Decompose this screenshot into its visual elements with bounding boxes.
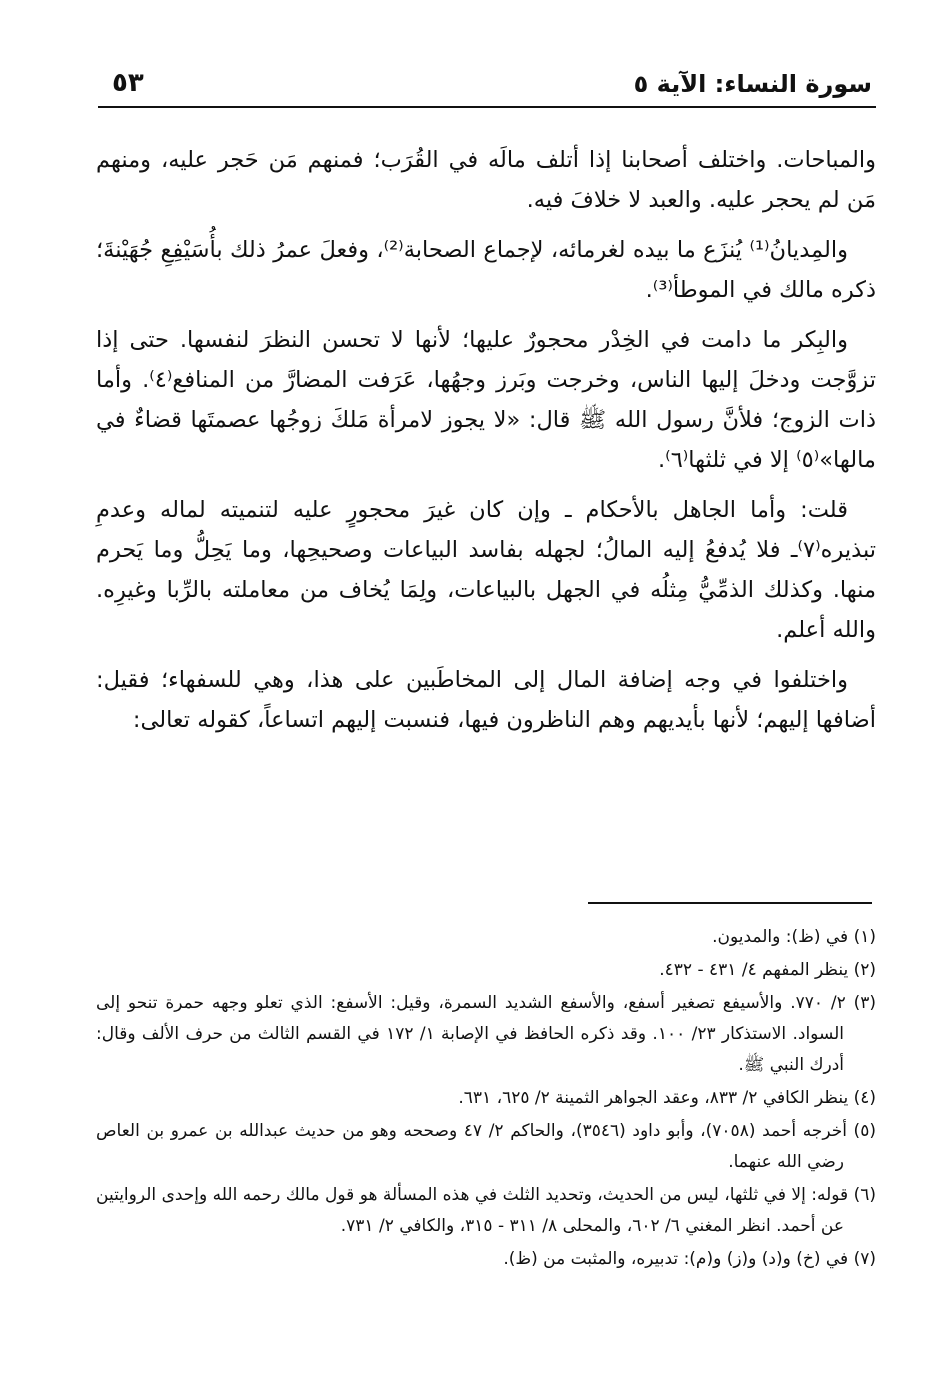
paragraph: والمباحات. واختلف أصحابنا إذا أتلف مالَه في القُرَب؛ فمنهم مَن حَجر عليه، ومنهم مَن لم يحجر عليه. والعبد لا خلافَ فيه.: [96, 147, 876, 213]
running-title: سورة النساء: الآية ٥: [633, 70, 872, 98]
footnotes: [96, 922, 876, 1277]
footnote: (٦) قوله: إلا في ثلثها، ليس من الحديث، وتحديد الثلث في هذه المسألة هو قول مالك رحمه الله وإحدى الروايتين عن أحمد. انظر المغني ٦/ ٦٠٢، والمحلى ٨/ ٣١١ - ٣١٥، والكافي ٢/ ٧٣١.: [96, 1185, 876, 1236]
footnote: (١) في (ظ): والمديون.: [712, 927, 876, 947]
footnote: (٢) ينظر المفهم ٤/ ٤٣١ - ٤٣٢.: [659, 960, 876, 980]
paragraph: والمِديانُ⁽¹⁾ يُنزَع ما بيده لغرمائه، لإجماع الصحابة⁽²⁾، وفعلَ عمرُ ذلك بأُسَيْفِعِ جُهَيْنةَ؛ ذكره مالك في الموطأ⁽³⁾.: [96, 237, 876, 303]
footnote: (٤) ينظر الكافي ٢/ ٨٣٣، وعقد الجواهر الثمينة ٢/ ٦٢٥، ٦٣١.: [458, 1088, 876, 1108]
paragraph: قلت: وأما الجاهل بالأحكام ـ وإن كان غيرَ محجورٍ عليه لتنميته لماله وعدمِ تبذيره⁽٧⁾ـ فلا يُدفعُ إليه المالُ؛ لجهله بفاسد البياعات وصحيحِها، وما يَحِلُّ وما يَحرم منها. وكذلك الذمِّيُّ مِثلُه في الجهل بالبياعات، ولِمَا يُخاف من معاملته بالرِّبا وغيرِه. والله أعلم.: [96, 497, 876, 643]
footnote: (٥) أخرجه أحمد (٧٠٥٨)، وأبو داود (٣٥٤٦)، والحاكم ٢/ ٤٧ وصححه وهو من حديث عبدالله بن عمرو بن العاص رضي الله عنهما.: [96, 1121, 876, 1172]
main-text: [96, 140, 876, 750]
page-header: [98, 66, 876, 108]
footnote: (٣) ٢/ ٧٧٠. والأسيفع تصغير أسفع، والأسفع الشديد السمرة، وقيل: الأسفع: الذي تعلو وجهه حمرة تنحو إلى السواد. الاستذكار ٢٣/ ١٠٠. وقد ذكره الحافظ في الإصابة ١/ ١٧٢ في القسم الثالث من حرف الألف وقال: أدرك النبي ﷺ.: [96, 993, 876, 1075]
page-number: ٥٣: [112, 68, 144, 98]
paragraph: والبِكر ما دامت في الخِدْر محجورٌ عليها؛ لأنها لا تحسن النظرَ لنفسها. حتى إذا تزوَّجت ودخلَ إليها الناس، وخرجت وبَرز وجهُها، عَرَفت المضارَّ من المنافع⁽٤⁾. وأما ذات الزوج؛ فلأنَّ رسول الله ﷺ قال: «لا يجوز لامرأة مَلكَ زوجُها عصمتَها قضاءٌ في مالها»⁽٥⁾ إلا في ثلثها⁽٦⁾.: [96, 327, 877, 473]
footnote: (٧) في (خ) و(د) و(ز) و(م): تدبيره، والمثبت من (ظ).: [503, 1249, 876, 1269]
footnote-separator: [588, 902, 872, 904]
paragraph: واختلفوا في وجه إضافة المال إلى المخاطَبين على هذا، وهي للسفهاء؛ فقيل: أضافها إليهم؛ لأنها بأيديهم وهم الناظرون فيها، فنسبت إليهم اتساعاً، كقوله تعالى:: [96, 667, 876, 733]
